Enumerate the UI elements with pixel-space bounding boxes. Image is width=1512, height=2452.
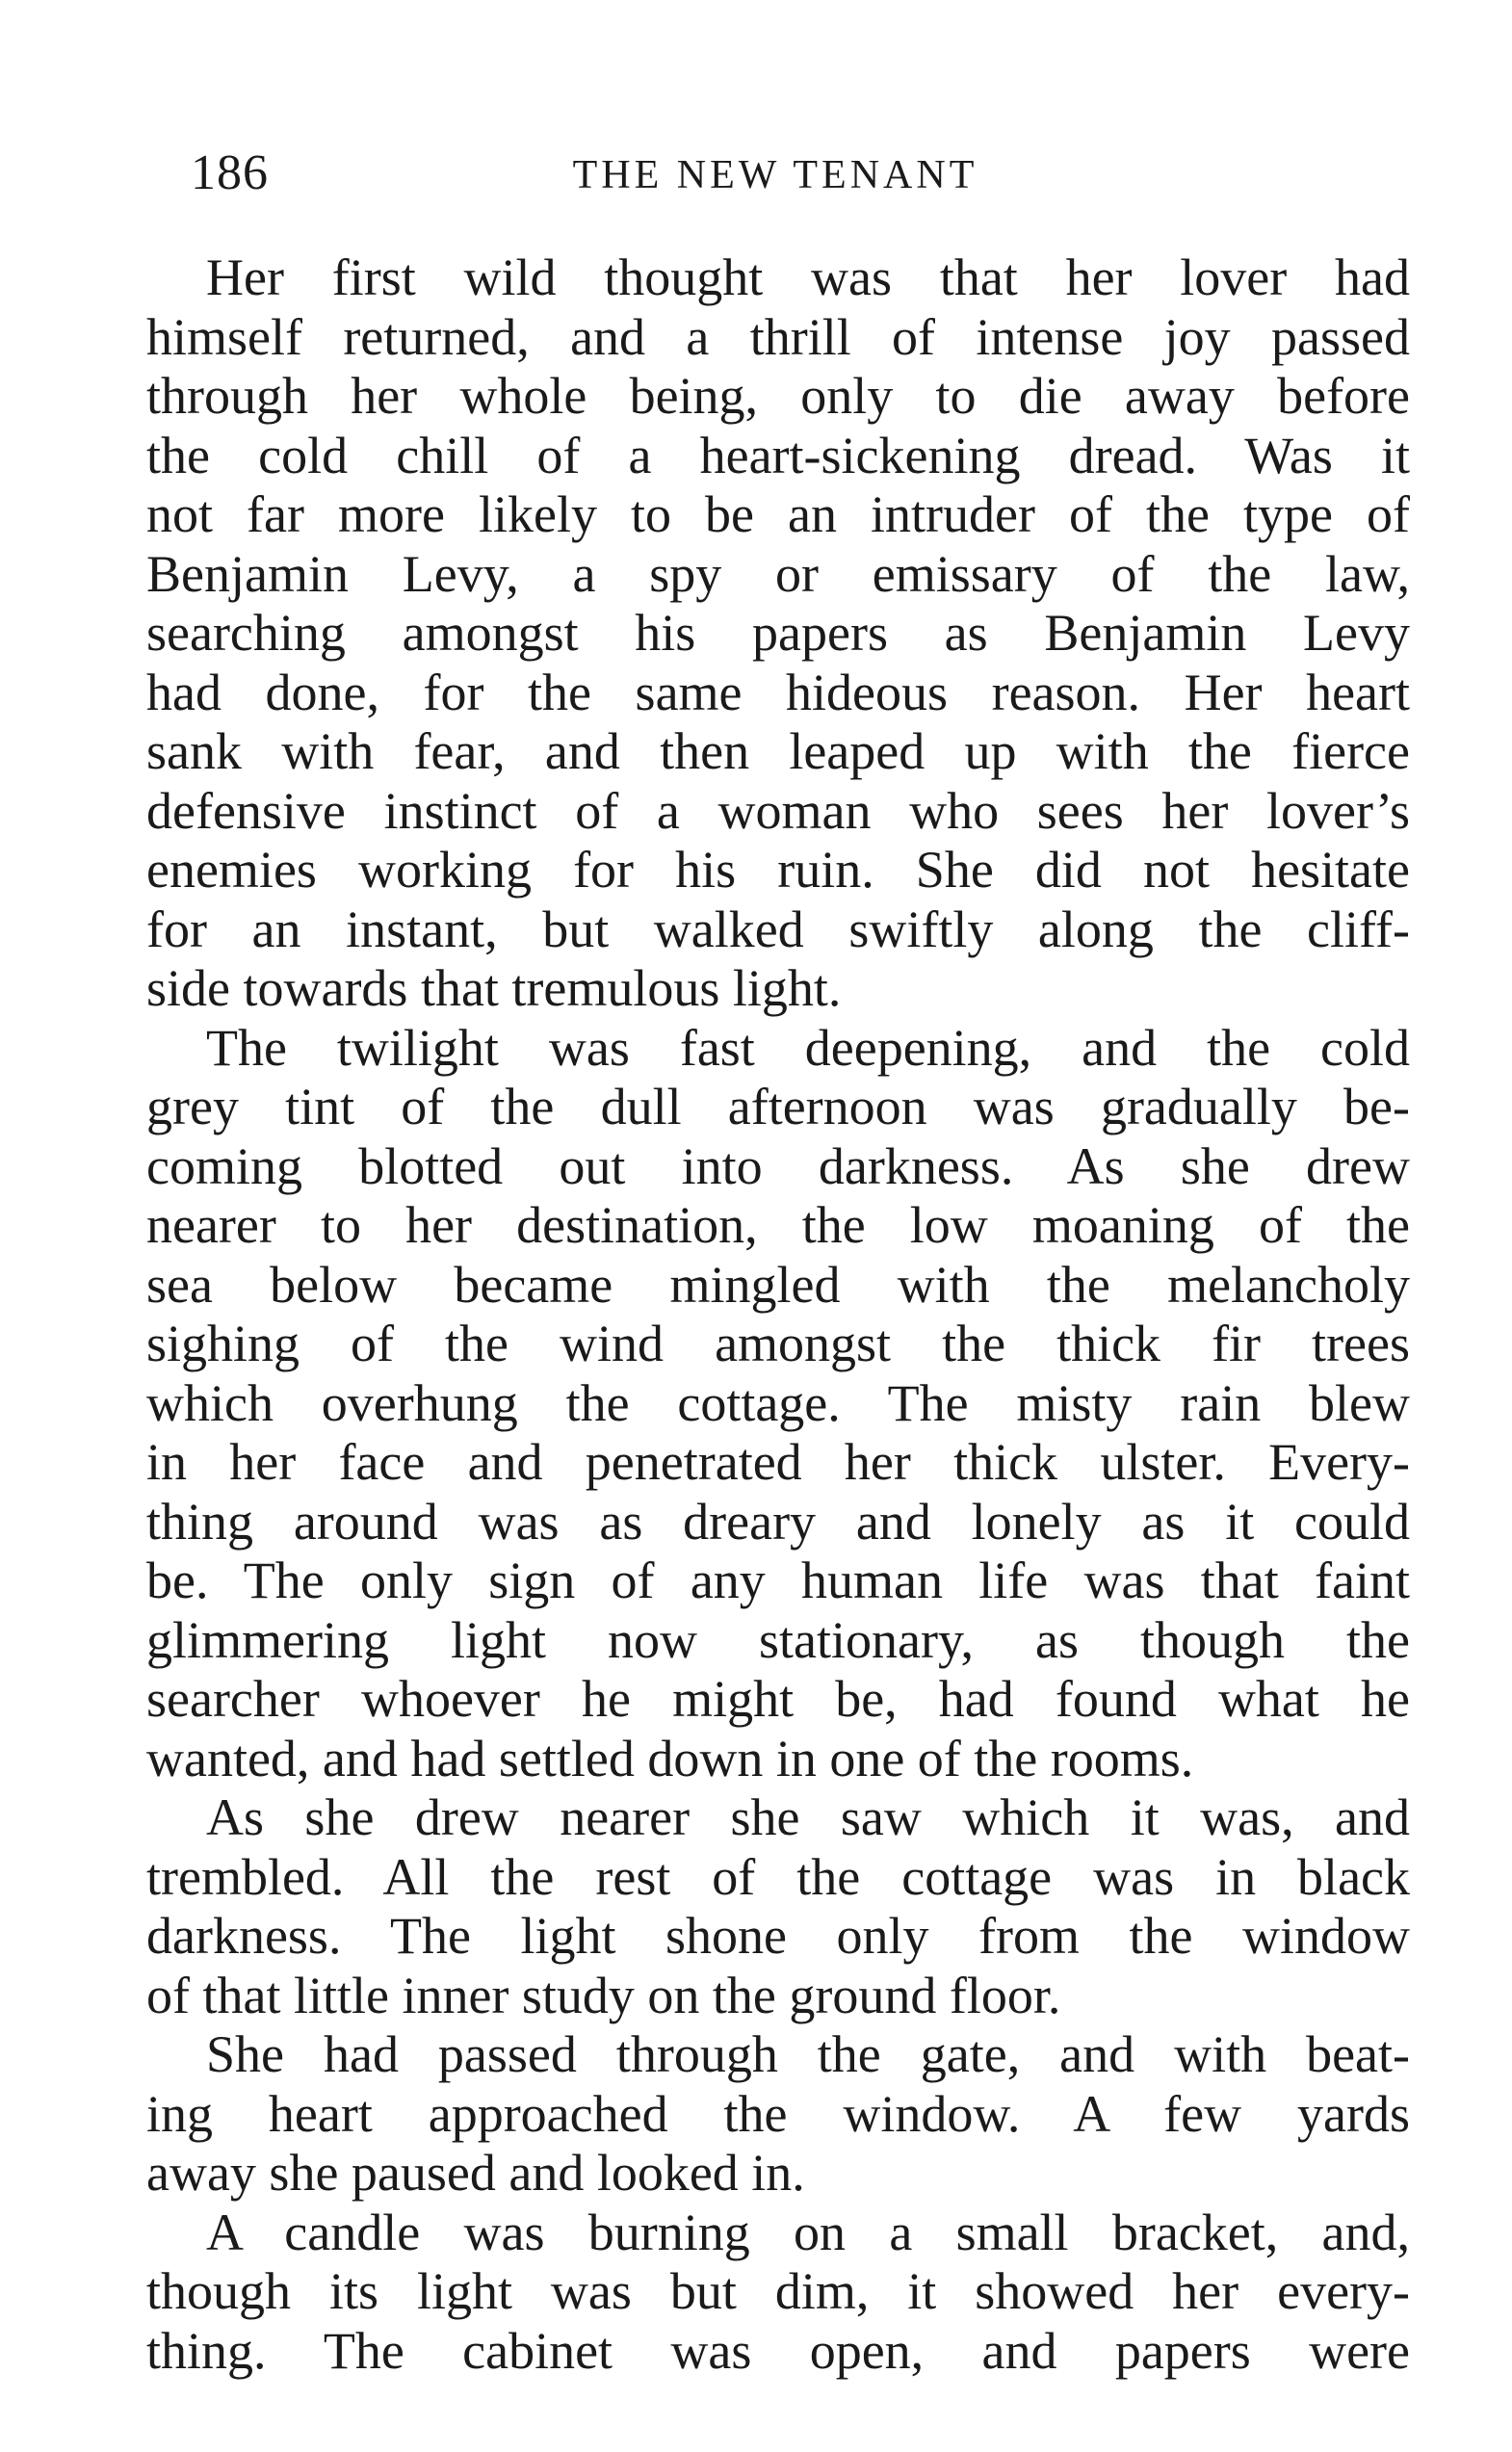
text-line: defensive instinct of a woman who sees her lover’s — [146, 781, 1410, 840]
text-line: thing around was as dreary and lonely as it could — [146, 1492, 1410, 1551]
text-line: searching amongst his papers as Benjamin Levy — [146, 604, 1410, 662]
text-line: enemies working for his ruin. She did not hesitate — [146, 841, 1410, 899]
paragraph — [146, 2204, 1410, 2382]
text-line: wanted, and had settled down in one of the rooms. — [146, 1729, 1194, 1787]
text-line: had done, for the same hideous reason. Her heart — [146, 663, 1410, 721]
text-line: A candle was burning on a small bracket, and, — [206, 2203, 1410, 2261]
text-line: coming blotted out into darkness. As she drew — [146, 1136, 1410, 1195]
text-line: She had passed through the gate, and with beat- — [206, 2025, 1410, 2083]
text-line: As she drew nearer she saw which it was, and — [206, 1788, 1410, 1846]
text-line: be. The only sign of any human life was that faint — [146, 1552, 1410, 1609]
paragraph — [146, 1788, 1410, 2025]
text-line: sank with fear, and then leaped up with the fierce — [146, 722, 1410, 780]
text-line: side towards that tremulous light. — [146, 959, 842, 1017]
text-line: in her face and penetrated her thick ulster. Every- — [146, 1433, 1410, 1491]
text-line: away she paused and looked in. — [146, 2144, 805, 2202]
text-line: for an instant, but walked swiftly along the cliff- — [146, 900, 1410, 958]
text-line: grey tint of the dull afternoon was gradually be- — [146, 1078, 1410, 1135]
text-line: glimmering light now stationary, as though the — [146, 1610, 1410, 1669]
body-text — [146, 248, 1410, 2381]
paragraph — [146, 2025, 1410, 2204]
text-line: sighing of the wind amongst the thick fir trees — [146, 1315, 1410, 1372]
text-line: the cold chill of a heart-sickening dread. Was it — [146, 426, 1410, 484]
text-line: of that little inner study on the ground floor. — [146, 1966, 1061, 2024]
text-line: though its light was but dim, it showed her every- — [146, 2262, 1410, 2320]
text-line: The twilight was fast deepening, and the cold — [206, 1018, 1410, 1077]
text-line: nearer to her destination, the low moaning of the — [146, 1196, 1410, 1254]
text-line: searcher whoever he might be, had found what he — [146, 1670, 1410, 1728]
text-line: Benjamin Levy, a spy or emissary of the law, — [146, 544, 1410, 603]
text-line: trembled. All the rest of the cottage was in black — [146, 1847, 1410, 1906]
text-line: thing. The cabinet was open, and papers were — [146, 2321, 1410, 2380]
paragraph — [146, 1019, 1410, 1789]
text-line: not far more likely to be an intruder of the type of — [146, 485, 1410, 543]
text-line: through her whole being, only to die away before — [146, 367, 1410, 425]
text-line: which overhung the cottage. The misty rain blew — [146, 1373, 1410, 1432]
paragraph — [146, 248, 1410, 1019]
running-head: THE NEW TENANT — [572, 153, 978, 197]
text-line: Her first wild thought was that her lover had — [206, 248, 1410, 306]
text-line: himself returned, and a thrill of intense joy passed — [146, 307, 1410, 366]
page-number: 186 — [191, 145, 269, 200]
text-line: ing heart approached the window. A few yards — [146, 2084, 1410, 2143]
text-line: sea below became mingled with the melancholy — [146, 1255, 1410, 1314]
text-line: darkness. The light shone only from the window — [146, 1907, 1410, 1965]
